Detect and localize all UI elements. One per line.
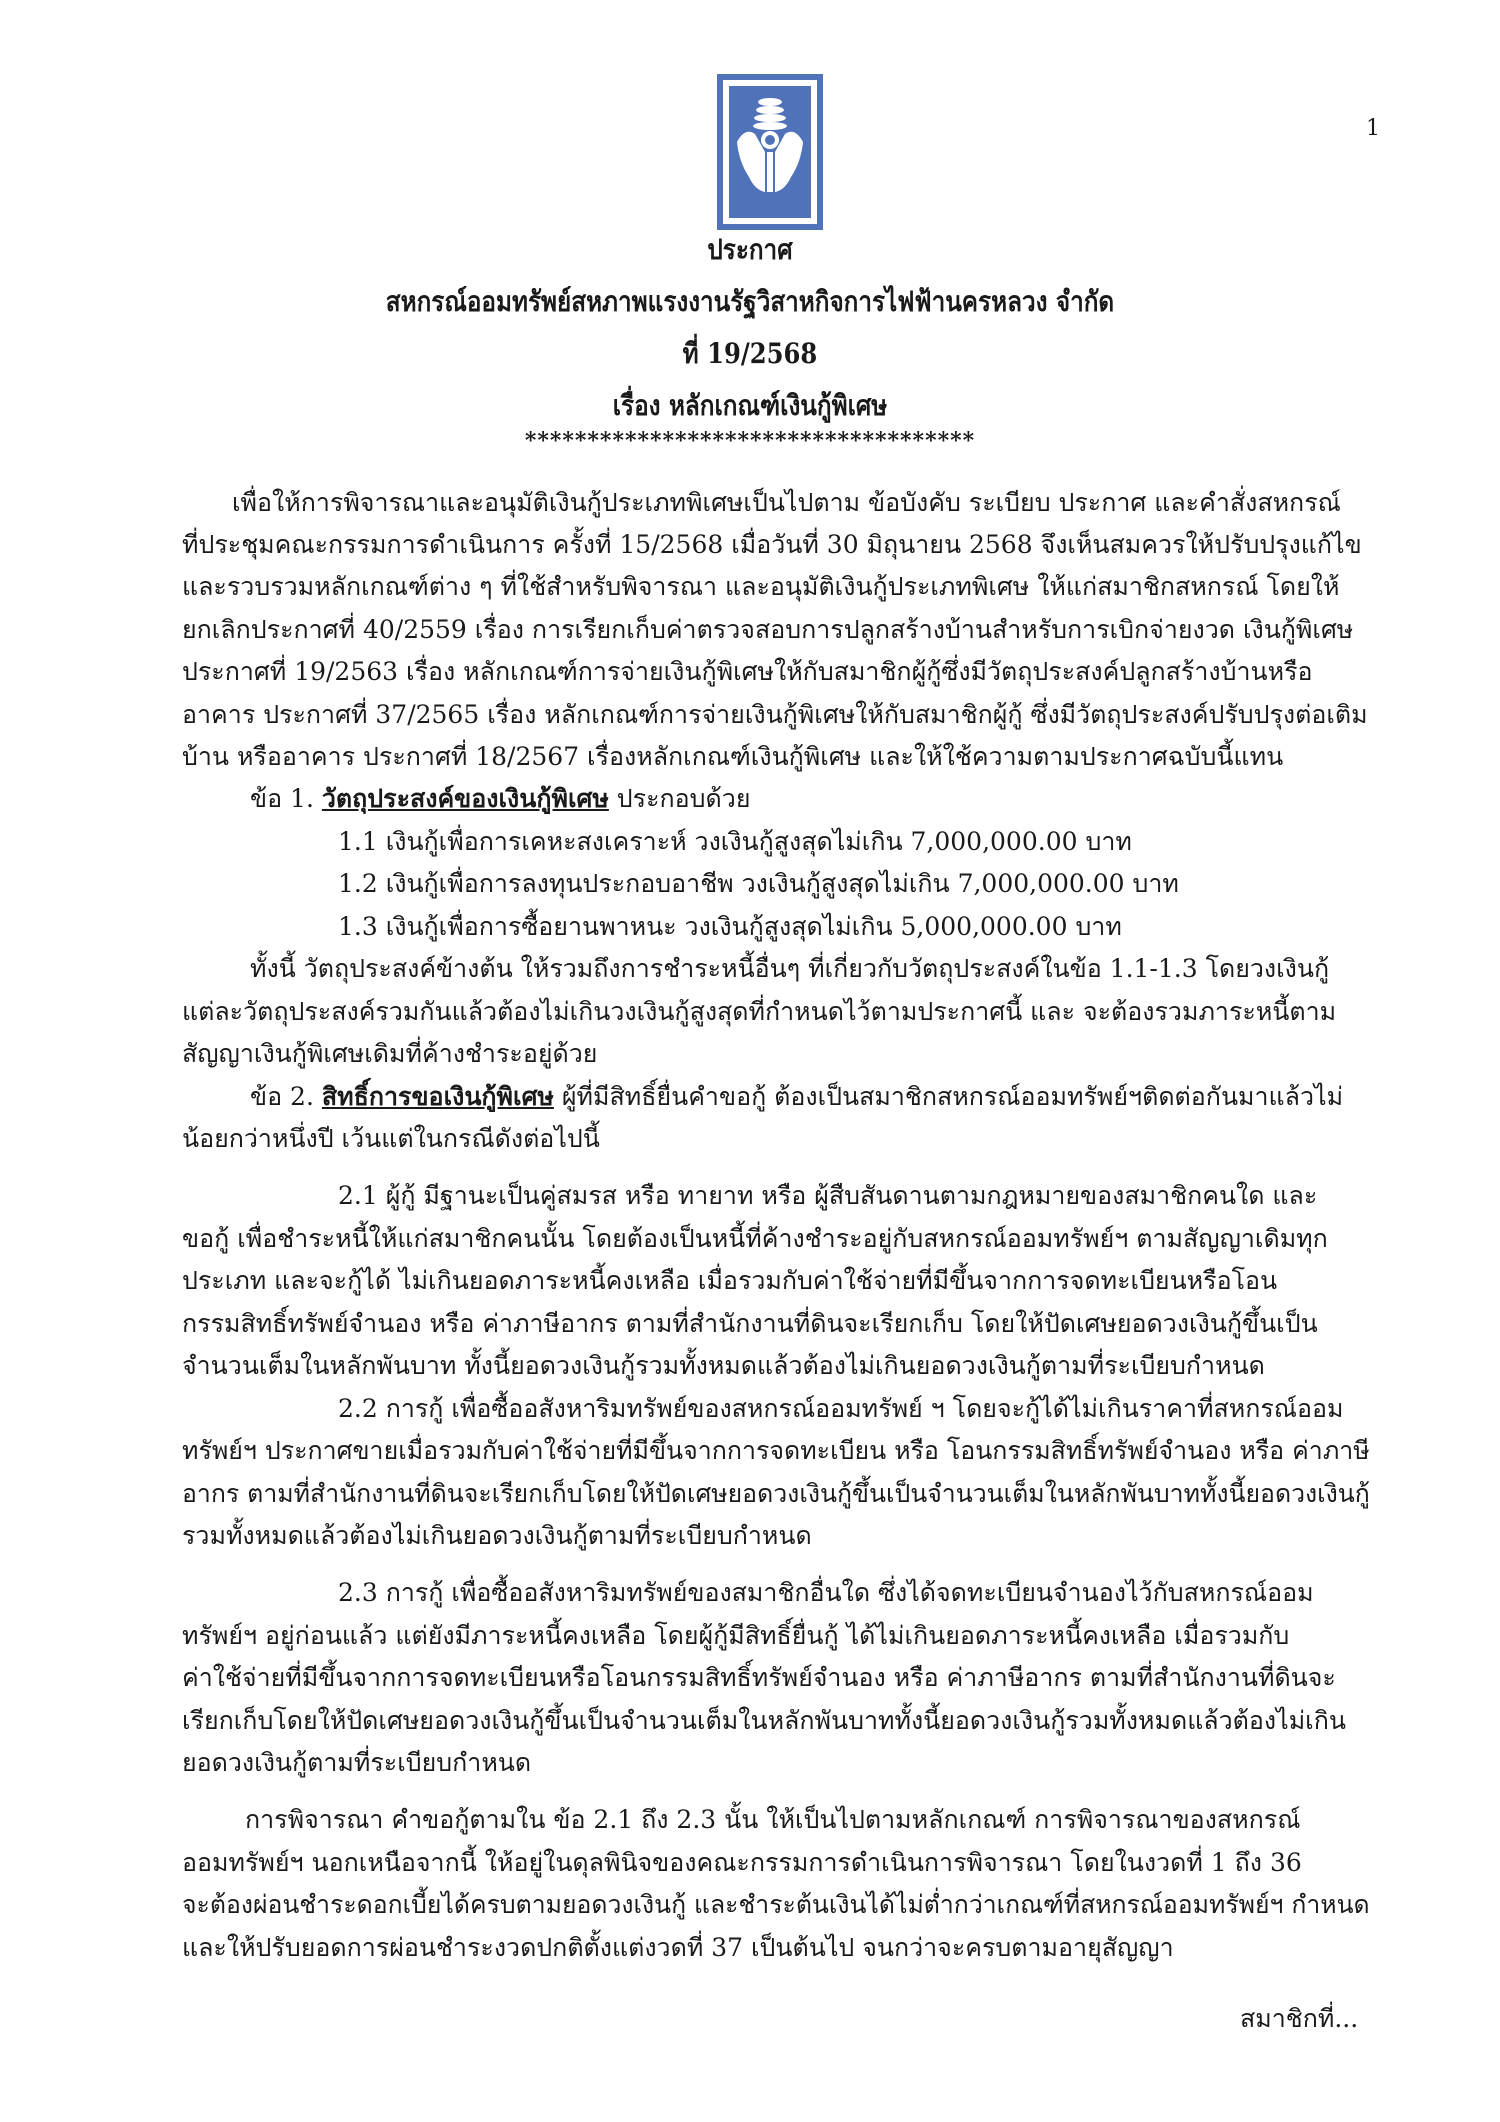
clause-1-prefix: ข้อ 1. [250, 784, 322, 813]
clause-1-suffix: ประกอบด้วย [608, 784, 751, 813]
intro-line: ที่ประชุมคณะกรรมการดำเนินการ ครั้งที่ 15/2568 เมื่อวันที่ 30 มิถุนายน 2568 จึงเห็นสมควรให้ปรับปรุงแก้ไข [182, 530, 1362, 559]
organization-name: สหกรณ์ออมทรัพย์สหภาพแรงงานรัฐวิสาหกิจการไฟฟ้านครหลวง จำกัด [385, 285, 1115, 318]
clause-1-heading [250, 784, 750, 814]
clause-2-1-line: จำนวนเต็มในหลักพันบาท ทั้งนี้ยอดวงเงินกู้รวมทั้งหมดแล้วต้องไม่เกินยอดวงเงินกู้ตามที่ระเบียบกำหนด [182, 1351, 1265, 1380]
intro-line: อาคาร ประกาศที่ 37/2565 เรื่อง หลักเกณฑ์การจ่ายเงินกู้พิเศษให้กับสมาชิกผู้กู้ ซึ่งมีวัตถุประสงค์ปรับปรุงต่อเติม [182, 700, 1368, 729]
clause-1-item: 1.1 เงินกู้เพื่อการเคหะสงเคราะห์ วงเงินกู้สูงสุดไม่เกิน 7,000,000.00 บาท [338, 827, 1132, 856]
clause-2-heading [250, 1082, 1343, 1112]
clause-1-item: 1.2 เงินกู้เพื่อการลงทุนประกอบอาชีพ วงเงินกู้สูงสุดไม่เกิน 7,000,000.00 บาท [338, 869, 1179, 898]
page-number: 1 [1366, 116, 1380, 141]
consideration-line: และให้ปรับยอดการผ่อนชำระงวดปกติตั้งแต่งวดที่ 37 เป็นต้นไป จนกว่าจะครบตามอายุสัญญา [182, 1933, 1174, 1962]
clause-2-title: สิทธิ์การขอเงินกู้พิเศษ [321, 1082, 554, 1111]
consideration-line: จะต้องผ่อนชำระดอกเบี้ยได้ครบตามยอดวงเงินกู้ และชำระต้นเงินได้ไม่ต่ำกว่าเกณฑ์ที่สหกรณ์ออมทรัพย์ฯ กำหนด [182, 1890, 1370, 1919]
clause-2-line: น้อยกว่าหนึ่งปี เว้นแต่ในกรณีดังต่อไปนี้ [182, 1124, 600, 1153]
cooperative-logo-icon [715, 72, 825, 232]
clause-2-3-line: เรียกเก็บโดยให้ปัดเศษยอดวงเงินกู้ขึ้นเป็นจำนวนเต็มในหลักพันบาททั้งนี้ยอดวงเงินกู้รวมทั้งหมดแล้วต้องไม่เกิน [182, 1706, 1346, 1735]
clause-2-2-line: 2.2 การกู้ เพื่อซื้ออสังหาริมทรัพย์ของสหกรณ์ออมทรัพย์ ฯ โดยจะกู้ได้ไม่เกินราคาที่สหกรณ์ออม [338, 1394, 1344, 1423]
intro-line: บ้าน หรืออาคาร ประกาศที่ 18/2567 เรื่องหลักเกณฑ์เงินกู้พิเศษ และให้ใช้ความตามประกาศฉบับนี้แทน [182, 742, 1284, 771]
clause-2-1-line: ขอกู้ เพื่อชำระหนี้ให้แก่สมาชิกคนนั้น โดยต้องเป็นหนี้ที่ค้างชำระอยู่กับสหกรณ์ออมทรัพย์ฯ ตามสัญญาเดิมทุก [182, 1224, 1328, 1253]
clause-1-note: ทั้งนี้ วัตถุประสงค์ข้างต้น ให้รวมถึงการชำระหนี้อื่นๆ ที่เกี่ยวกับวัตถุประสงค์ในข้อ 1.1-1.3 โดยวงเงินกู้ [250, 954, 1330, 983]
clause-2-1-line: ประเภท และจะกู้ได้ ไม่เกินยอดภาระหนี้คงเหลือ เมื่อรวมกับค่าใช้จ่ายที่มีขึ้นจากการจดทะเบียนหรือโอน [182, 1266, 1278, 1295]
clause-2-3-line: ทรัพย์ฯ อยู่ก่อนแล้ว แต่ยังมีภาระหนี้คงเหลือ โดยผู้กู้มีสิทธิ์ยื่นกู้ ได้ไม่เกินยอดภาระหนี้คงเหลือ เมื่อรวมกับ [182, 1621, 1290, 1650]
clause-2-1-line: 2.1 ผู้กู้ มีฐานะเป็นคู่สมรส หรือ ทายาท หรือ ผู้สืบสันดานตามกฎหมายของสมาชิกคนใด และ [338, 1181, 1318, 1210]
clause-1-note: แต่ละวัตถุประสงค์รวมกันแล้วต้องไม่เกินวงเงินกู้สูงสุดที่กำหนดไว้ตามประกาศนี้ และ จะต้องรวมภาระหนี้ตาม [182, 997, 1337, 1026]
announcement-label: ประกาศ [707, 233, 793, 266]
clause-2-2-line: อากร ตามที่สำนักงานที่ดินจะเรียกเก็บโดยให้ปัดเศษยอดวงเงินกู้ขึ้นเป็นจำนวนเต็มในหลักพันบาททั้งนี้ยอดวงเงินกู้ [182, 1479, 1370, 1508]
clause-1-item: 1.3 เงินกู้เพื่อการซื้อยานพาหนะ วงเงินกู้สูงสุดไม่เกิน 5,000,000.00 บาท [338, 912, 1122, 941]
clause-2-3-line: ยอดวงเงินกู้ตามที่ระเบียบกำหนด [182, 1748, 532, 1777]
clause-2-2-line: ทรัพย์ฯ ประกาศขายเมื่อรวมกับค่าใช้จ่ายที่มีขึ้นจากการจดทะเบียน หรือ โอนกรรมสิทธิ์ทรัพย์จำนอง หรือ ค่าภาษี [182, 1436, 1370, 1465]
divider-stars: ************************************ [524, 428, 976, 454]
clause-1-title: วัตถุประสงค์ของเงินกู้พิเศษ [321, 784, 609, 813]
clause-2-3-line: ค่าใช้จ่ายที่มีขึ้นจากการจดทะเบียนหรือโอนกรรมสิทธิ์ทรัพย์จำนอง หรือ ค่าภาษีอากร ตามที่สำนักงานที่ดินจะ [182, 1663, 1336, 1692]
clause-1-note: สัญญาเงินกู้พิเศษเดิมที่ค้างชำระอยู่ด้วย [182, 1039, 598, 1068]
intro-line: ประกาศที่ 19/2563 เรื่อง หลักเกณฑ์การจ่ายเงินกู้พิเศษให้กับสมาชิกผู้กู้ซึ่งมีวัตถุประสงค์ปลูกสร้างบ้านหรือ [182, 657, 1313, 686]
consideration-line: ออมทรัพย์ฯ นอกเหนือจากนี้ ให้อยู่ในดุลพินิจของคณะกรรมการดำเนินการพิจารณา โดยในงวดที่ 1 ถึง 36 [182, 1848, 1302, 1877]
announcement-number: ที่ 19/2568 [682, 337, 818, 370]
clause-2-prefix: ข้อ 2. [250, 1082, 322, 1111]
intro-line: และรวบรวมหลักเกณฑ์ต่าง ๆ ที่ใช้สำหรับพิจารณา และอนุมัติเงินกู้ประเภทพิเศษ ให้แก่สมาชิกสหกรณ์ โดยให้ [182, 572, 1340, 601]
announcement-subject: เรื่อง หลักเกณฑ์เงินกู้พิเศษ [612, 389, 888, 422]
intro-line: เพื่อให้การพิจารณาและอนุมัติเงินกู้ประเภทพิเศษเป็นไปตาม ข้อบังคับ ระเบียบ ประกาศ และคำสั่งสหกรณ์ [232, 488, 1341, 517]
intro-line: ยกเลิกประกาศที่ 40/2559 เรื่อง การเรียกเก็บค่าตรวจสอบการปลูกสร้างบ้านสำหรับการเบิกจ่ายงวด เงินกู้พิเศษ [182, 615, 1354, 644]
clause-2-2-line: รวมทั้งหมดแล้วต้องไม่เกินยอดวงเงินกู้ตามที่ระเบียบกำหนด [182, 1521, 812, 1550]
continue-note: สมาชิกที่... [1240, 2004, 1359, 2033]
clause-2-suffix: ผู้ที่มีสิทธิ์ยื่นคำขอกู้ ต้องเป็นสมาชิกสหกรณ์ออมทรัพย์ฯติดต่อกันมาแล้วไม่ [553, 1082, 1344, 1111]
clause-2-1-line: กรรมสิทธิ์ทรัพย์จำนอง หรือ ค่าภาษีอากร ตามที่สำนักงานที่ดินจะเรียกเก็บ โดยให้ปัดเศษยอดวงเงินกู้ขึ้นเป็น [182, 1309, 1318, 1338]
consideration-line: การพิจารณา คำขอกู้ตามใน ข้อ 2.1 ถึง 2.3 นั้น ให้เป็นไปตามหลักเกณฑ์ การพิจารณาของสหกรณ์ [245, 1805, 1301, 1834]
clause-2-3-line: 2.3 การกู้ เพื่อซื้ออสังหาริมทรัพย์ของสมาชิกอื่นใด ซึ่งได้จดทะเบียนจำนองไว้กับสหกรณ์ออม [338, 1578, 1314, 1607]
